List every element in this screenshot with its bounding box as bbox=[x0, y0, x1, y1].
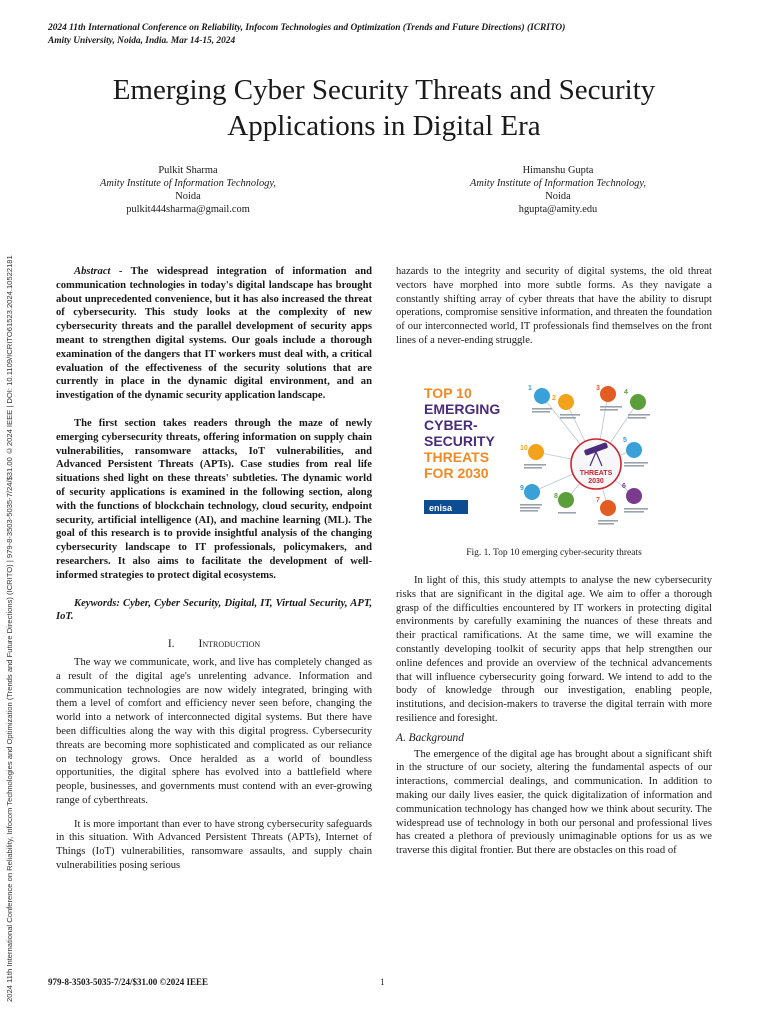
author-name: Himanshu Gupta bbox=[522, 165, 594, 176]
author-email: hgupta@amity.edu bbox=[518, 204, 598, 215]
right-paragraph-2: In light of this, this study attempts to analyse the new cybersecurity risks that are significant in the digital age. We aim to offer a thorough grasp of the difficulties encountered by IT workers in protecting digital environments by carefully examining the nuances of these threats and their practical ramifications. At the same time, we will examine the constantly developing toolkit of security apps that help strengthen our online defences and provide an overview of the technical advancements that will influence cybersecurity going forward. We intend to add to the body of knowledge through our investigation, enabling people, institutions, and decision-makers to traverse the digital terrain with more resilience and foresight. bbox=[396, 575, 712, 724]
threat-node-icon bbox=[600, 500, 616, 516]
threat-node-icon bbox=[630, 394, 646, 410]
figure-title-line: TOP 10 bbox=[424, 385, 472, 401]
conference-line-1: 2024 11th International Conference on Reliability, Infocom Technologies and Optimization (Trends and Future Directions) (ICRITO) bbox=[48, 23, 566, 33]
left-column bbox=[56, 265, 372, 873]
author-city: Noida bbox=[175, 191, 201, 202]
footer-copyright: 979-8-3503-5035-7/24/$31.00 ©2024 IEEE bbox=[48, 977, 208, 987]
conference-header bbox=[48, 22, 728, 48]
enisa-logo-text: enisa bbox=[429, 503, 453, 513]
threat-number: 1 bbox=[528, 385, 532, 392]
title-line-1: Emerging Cyber Security Threats and Security bbox=[112, 74, 656, 106]
abstract-paragraph-1: Abstract - The widespread integration of information and communication technologies in today's digital landscape has brought about unprecedented convenience, but it has also increased the threat of cybersecurity. This study looks at the complexity of new cybersecurity threats and the parallel development of security apps meant to strengthen digital systems. Our goals include a thorough examination of the dangers that IT workers must deal with, a critical evaluation of the effectiveness of the security solutions that are currently in place in the dynamic digital environment, and an investigation of the dynamic security application landscape. bbox=[56, 266, 373, 402]
figure-title-line: FOR 2030 bbox=[424, 465, 489, 481]
threat-number: 6 bbox=[622, 483, 626, 490]
right-column-bottom bbox=[396, 574, 712, 858]
author-block-2 bbox=[418, 164, 698, 216]
paper-title bbox=[60, 72, 708, 144]
threat-node-icon bbox=[558, 492, 574, 508]
threat-number: 2 bbox=[552, 395, 556, 402]
side-doi-strip: 2024 11th International Conference on Reliability, Infocom Technologies and Optimization (Trends and Future Directions) (ICRITO) | 979-8-3503-5035-7/24/$31.00 ©2024 IEEE | DOI: 10.1109/ICRITO61523.2024.10522181 bbox=[5, 255, 14, 1002]
threat-node-icon bbox=[626, 442, 642, 458]
threat-node-icon bbox=[534, 388, 550, 404]
figure-caption: Fig. 1. Top 10 emerging cyber-security threats bbox=[466, 548, 642, 558]
figure-title-line: THREATS bbox=[424, 449, 490, 465]
right-paragraph-1: hazards to the integrity and security of digital systems, the old threat vectors have morphed into more subtle forms. As they navigate a constantly shifting array of cyber threats that have the ability to disrupt operations, compromise sensitive information, and threaten the foundation of our interconnected world, IT professionals find themselves on the front lines of a never-ending struggle. bbox=[396, 266, 712, 346]
threat-number: 8 bbox=[554, 493, 558, 500]
figure-top10-threats bbox=[420, 376, 656, 532]
center-label: THREATS bbox=[579, 470, 613, 477]
threat-node-icon bbox=[600, 386, 616, 402]
figure-title-line: CYBER- bbox=[424, 417, 478, 433]
author-city: Noida bbox=[545, 191, 571, 202]
section-title: Introduction bbox=[198, 638, 261, 651]
author-email: pulkit444sharma@gmail.com bbox=[126, 204, 250, 215]
threat-number: 4 bbox=[624, 389, 628, 396]
subsection-heading-background: A. Background bbox=[396, 731, 464, 744]
threat-node-icon bbox=[558, 394, 574, 410]
author-affiliation: Amity Institute of Information Technology, bbox=[100, 178, 276, 189]
right-column-top bbox=[396, 265, 712, 348]
conference-line-2: Amity University, Noida, India. Mar 14-15, 2024 bbox=[48, 36, 236, 46]
figure-infographic bbox=[420, 376, 656, 532]
abstract-label: Abstract bbox=[74, 266, 111, 277]
keywords: Keywords: Cyber, Cyber Security, Digital, IT, Virtual Security, APT, IoT. bbox=[56, 597, 372, 623]
author-block-1 bbox=[48, 164, 328, 216]
threat-number: 3 bbox=[596, 385, 600, 392]
intro-paragraph-1: The way we communicate, work, and live has completely changed as a result of the digital age's unrelenting advance. Information and communication technologies are now widely integrated, bringing with them a level of comfort and efficiency never seen before, changing the world into a network of interconnected digital systems. But there have been difficulties along the way with this digital progress. Cybersecurity threats are becoming more sophisticated and complicated as our reliance on technology grows. Once heralded as a world of boundless opportunities, the digital sphere has evolved into a battlefield where people, businesses, and governments must contend with an ever-growing range of cyberthreats. bbox=[56, 656, 372, 806]
author-affiliation: Amity Institute of Information Technology, bbox=[470, 178, 646, 189]
abstract-text-1: The widespread integration of information and communication technologies in today's digital landscape has brought about unprecedented convenience, but it has also increased the threat of cybersecurity. This study looks at the complexity of new cybersecurity threats and the parallel development of security apps meant to strengthen digital systems. Our goals include a thorough examination of the dangers that IT workers must deal with, a critical evaluation of the effectiveness of the security solutions that are currently in place in the dynamic digital environment, and an investigation of the dynamic security application landscape. bbox=[56, 266, 373, 402]
page-number: 1 bbox=[380, 977, 385, 987]
right-paragraph-3: The emergence of the digital age has brought about a significant shift in the structure of our society, altering the fundamental aspects of our interactions, commercial dealings, and communication. In addition to making our daily lives easier, the quick digitalization of information and communication technology has changed how we think about security. The widespread use of technology in both our personal and professional lives has created a plethora of previously unimaginable options for us as we traverse this digital frontier. But there are obstacles on this road of bbox=[396, 748, 712, 857]
section-number: I. bbox=[167, 638, 175, 651]
abstract-paragraph-2: The first section takes readers through the maze of newly emerging cybersecurity threats, offering information on supply chain vulnerabilities, ransomware attacks, IoT vulnerabilities, and Advanced Persistent Threats (APTs). Case studies from real life situations shed light on these threats' subtleties. The dynamic world of security applications is examined in the following section, along with the functions of blockchain technology, cloud security, endpoint security, artificial intelligence (AI), and machine learning (ML). The goal of this research is to provide insightful analysis of the changing cybersecurity landscape to IT professionals, policymakers, and researchers. It also aims to facilitate the development of well-informed strategies to protect digital ecosystems. bbox=[56, 417, 372, 581]
threat-node-icon bbox=[626, 488, 642, 504]
section-heading-introduction bbox=[56, 638, 372, 652]
threat-node-icon bbox=[528, 444, 544, 460]
center-year: 2030 bbox=[588, 478, 604, 485]
threat-number: 5 bbox=[623, 437, 627, 444]
figure-title-line: EMERGING bbox=[424, 401, 501, 417]
author-name: Pulkit Sharma bbox=[158, 165, 218, 176]
title-line-2: Applications in Digital Era bbox=[227, 110, 541, 142]
figure-title-line: SECURITY bbox=[424, 433, 495, 449]
intro-paragraph-2: It is more important than ever to have strong cybersecurity safeguards in this situation. With Advanced Persistent Threats (APTs), Internet of Things (IoT) vulnerabilities, ransomware assaults, and supply chain vulnerabilities posing serious bbox=[56, 818, 372, 872]
threat-number: 9 bbox=[520, 485, 524, 492]
threat-number: 7 bbox=[596, 497, 600, 504]
threat-number: 10 bbox=[520, 445, 528, 452]
threat-node-icon bbox=[524, 484, 540, 500]
